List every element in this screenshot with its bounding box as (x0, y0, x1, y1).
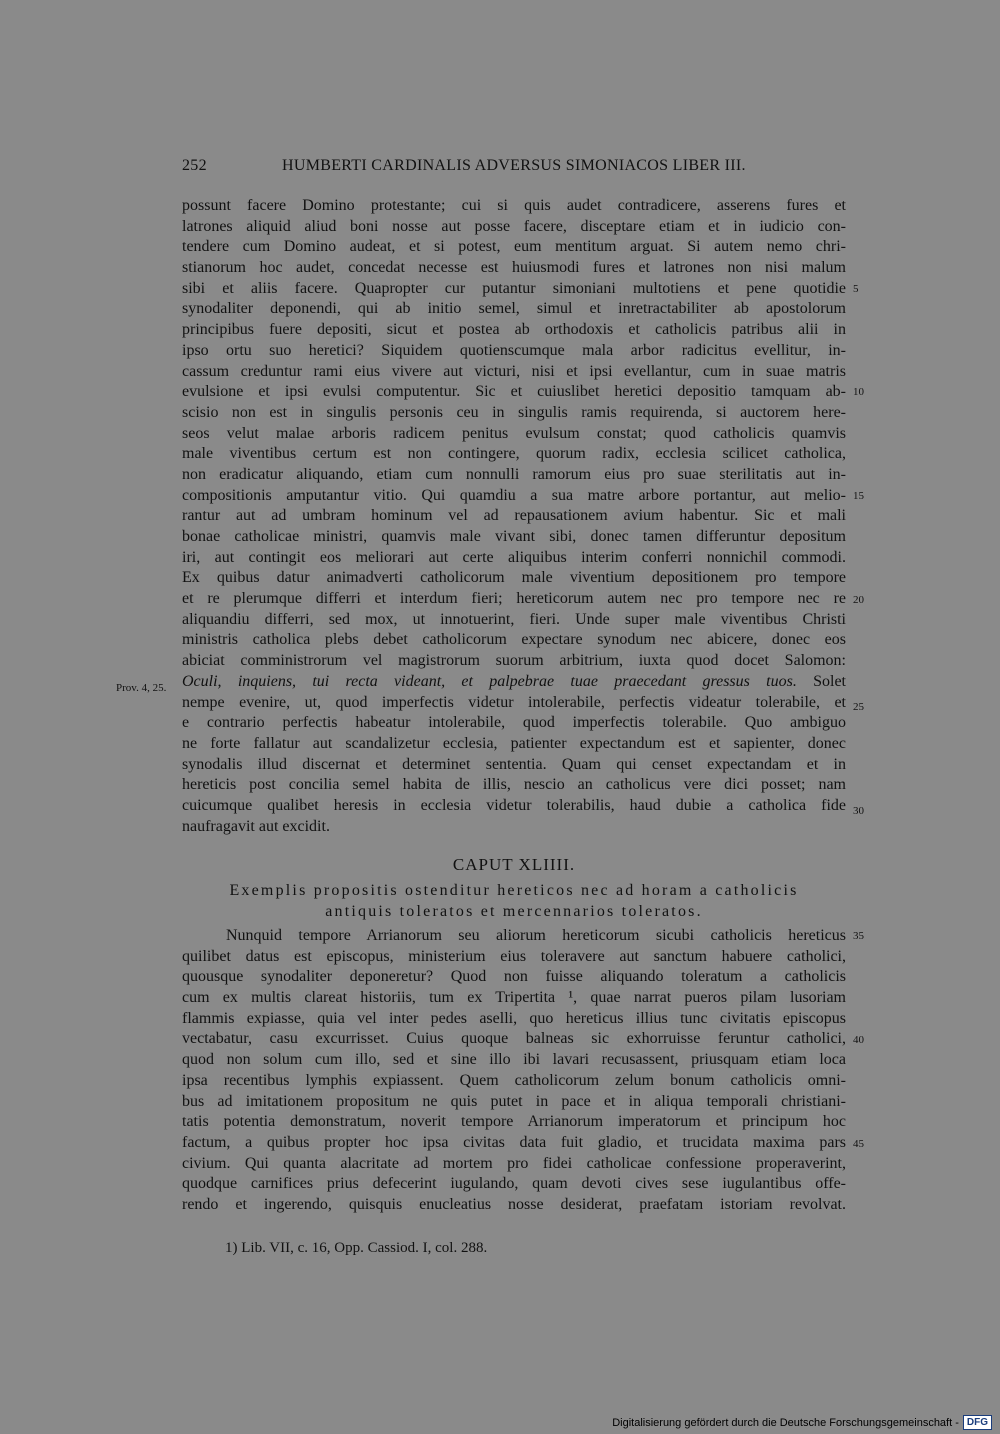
text-line: hereticis post concilia semel habita de illis, nescio an catholicus vere dici posset; nam (182, 776, 846, 794)
line-number: 5 (853, 283, 859, 295)
text-line: civium. Qui quanta alacritate ad mortem pro fidei catholicae confessione properaverint, (182, 1154, 846, 1172)
text-line: factum, a quibus propter hoc ipsa civitas data fuit gladio, et trucidata maxima pars (182, 1133, 846, 1151)
line-number: 15 (853, 490, 864, 502)
text-line: ne forte fallatur aut scandalizetur ecclesia, patienter expectandum est et sapienter, donec (182, 734, 846, 752)
text-line: ipso ortu suo heretici? Siquidem quotienscumque mala arbor radicitus evellitur, in- (182, 341, 846, 359)
text-line: seos velut malae arboris radicem penitus evulsum constat; quod catholicis quamvis (182, 424, 846, 442)
text-line: compositionis amputantur vitio. Qui quamdiu a sua matre arbore portantur, aut melio- (182, 486, 846, 504)
footnote: 1) Lib. VII, c. 16, Opp. Cassiod. I, col. 288. (225, 1240, 488, 1256)
text-line: ministris catholica plebs debet catholicorum expectare synodum nec abicere, donec eos (182, 631, 846, 649)
text-line: quodque carnifices prius defecerint iugulando, quam devoti cives sese iugulantibus offe- (182, 1175, 846, 1193)
footer-text: Digitalisierung gefördert durch die Deutsche Forschungsgemeinschaft - (612, 1416, 959, 1429)
text-line: latrones aliquid aliud boni nosse aut posse facere, disceptare etiam et in iudicio con- (182, 217, 846, 235)
text-line: aliquandiu differri, sed mox, ut innotuerint, fieri. Unde super male viventibus Christi (182, 610, 846, 628)
text-line: non eradicatur aliquando, etiam cum nonnulli ramorum eius pro suae sterilitatis aut in- (182, 465, 846, 483)
digitization-footer (612, 1415, 992, 1430)
text-line: e contrario perfectis habeatur intolerabile, quod imperfectis tolerabile. Quo ambiguo (182, 714, 846, 732)
text-line: synodalis illud discernat et determinet sententia. Quam qui censet expectandam et in (182, 755, 846, 773)
dfg-logo: DFG (963, 1415, 992, 1430)
text-line: et re plerumque differri et interdum fieri; hereticorum autem nec pro tempore nec re (182, 590, 846, 608)
text-line: evulsione et ipsi evulsi computentur. Sic et cuiuslibet heretici depositio tamquam ab- (182, 383, 846, 401)
text-line: quod non solum cum illo, sed et sine illo ibi lavari recusassent, priusquam etiam loca (182, 1051, 846, 1069)
text-line: tendere cum Domino audeat, et si potest, eum mentitum arguat. Si autem nemo chri- (182, 238, 846, 256)
text-line: vectabatur, casu excurrisset. Cuius quoque balneas sic exhorruisse feruntur catholici, (182, 1030, 846, 1048)
text-line: rendo et ingerendo, quisquis enucleatius nosse desiderat, praefatam istoriam revolvat. (182, 1195, 846, 1213)
line-number: 25 (853, 701, 864, 713)
running-title: HUMBERTI CARDINALIS ADVERSUS SIMONIACOS LIBER III. (282, 157, 746, 174)
text-line: tatis potentia demonstratum, noverit tempore Arrianorum imperatorum et principum hoc (182, 1113, 846, 1131)
chapter-summary-line: Exemplis propositis ostenditur hereticos nec ad horam a catholicis (229, 882, 799, 899)
text-line: bonae catholicae ministri, quamvis male vivant sibi, donec tamen differuntur depositum (182, 528, 846, 545)
chapter-text (182, 926, 846, 1216)
line-number: 35 (853, 930, 864, 942)
text-line: sibi et aliis facere. Quapropter cur putantur simoniani multotiens et pene quotidie (182, 279, 846, 297)
body-text (182, 196, 846, 837)
chapter-title: CAPUT XLIIII. (452, 855, 576, 874)
chapter-summary-line: antiquis toleratos et mercennarios toleratos. (325, 903, 703, 920)
line-number: 45 (853, 1138, 864, 1150)
text-line: male viventibus certum est non contingere, quorum radix, ecclesia scilicet catholica, (182, 445, 846, 463)
text-line: cum ex multis clareat historiis, tum ex Tripertita ¹, quae narrat pueros pilam lusoriam (182, 989, 846, 1007)
text-line: possunt facere Domino protestante; cui si quis audet contradicere, asserens fures et (182, 197, 846, 214)
text-line: nempe evenire, ut, quod imperfectis videtur intolerabile, perfectis videatur tolerabile, et (182, 693, 846, 711)
text-line: cassum creduntur rami eius vivere aut victuri, nisi et ipsi evellantur, cum in suae matris (182, 362, 846, 380)
text-line: bus ad imitationem propositum ne quis putet in pace et in aliqua temporali christiani- (182, 1092, 846, 1110)
text-line: Ex quibus datur animadverti catholicorum male viventium depositionem pro tempore (182, 569, 846, 587)
line-number: 10 (853, 386, 864, 398)
text-line: abiciat comministrorum vel magistrorum suorum arbitrium, iuxta quod docet Salomon: (182, 652, 846, 670)
text-line: iri, aut contingit eos meliorari aut certe aliquibus interim conferri nonnichil commodi. (182, 548, 846, 566)
text-line: naufragavit aut excidit. (182, 817, 330, 835)
text-line: scisio non est in singulis personis ceu in singulis ramis requirenda, si auctorem here- (182, 403, 846, 421)
line-number: 30 (853, 805, 864, 817)
text-line: stianorum hoc audet, concedat necesse est huiusmodi fures et latrones non nisi malum (182, 259, 846, 277)
margin-reference: Prov. 4, 25. (116, 682, 167, 694)
text-line: ipsa recentibus lymphis expiassent. Quem catholicorum zelum bonum catholicis omni- (182, 1071, 846, 1089)
text-line: quousque synodaliter deponeretur? Quod non fuisse aliquando toleratum a catholicis (182, 968, 846, 986)
text-line-quotation: Oculi, inquiens, tui recta videant, et palpebrae tuae praecedant gressus tuos. Solet (182, 672, 846, 690)
text-line: flammis expiasse, quia vel inter pedes aselli, quo hereticus illius tunc civitatis episcopus (182, 1009, 846, 1027)
page-number: 252 (182, 157, 207, 174)
line-number: 40 (853, 1034, 864, 1046)
line-number: 20 (853, 594, 864, 606)
text-line: Nunquid tempore Arrianorum seu aliorum hereticorum sicubi catholicis hereticus (226, 927, 846, 944)
text-line: quilibet datus est episcopus, ministerium eius toleravere aut sanctum habuere catholici, (182, 947, 846, 965)
text-line: principibus fuere depositi, sicut et postea ab orthodoxis et catholicis patribus alii in (182, 321, 846, 339)
text-line: rantur aut ad umbram hominum vel ad repausationem avium habentur. Sic et mali (182, 507, 846, 525)
text-line: cuicumque qualibet heresis in ecclesia videtur tolerabilis, haud dubie a catholica fide (182, 796, 846, 814)
text-line: synodaliter deponendi, qui ab initio semel, simul et inretractabiliter ab apostolorum (182, 300, 846, 318)
chapter-summary (182, 880, 846, 922)
